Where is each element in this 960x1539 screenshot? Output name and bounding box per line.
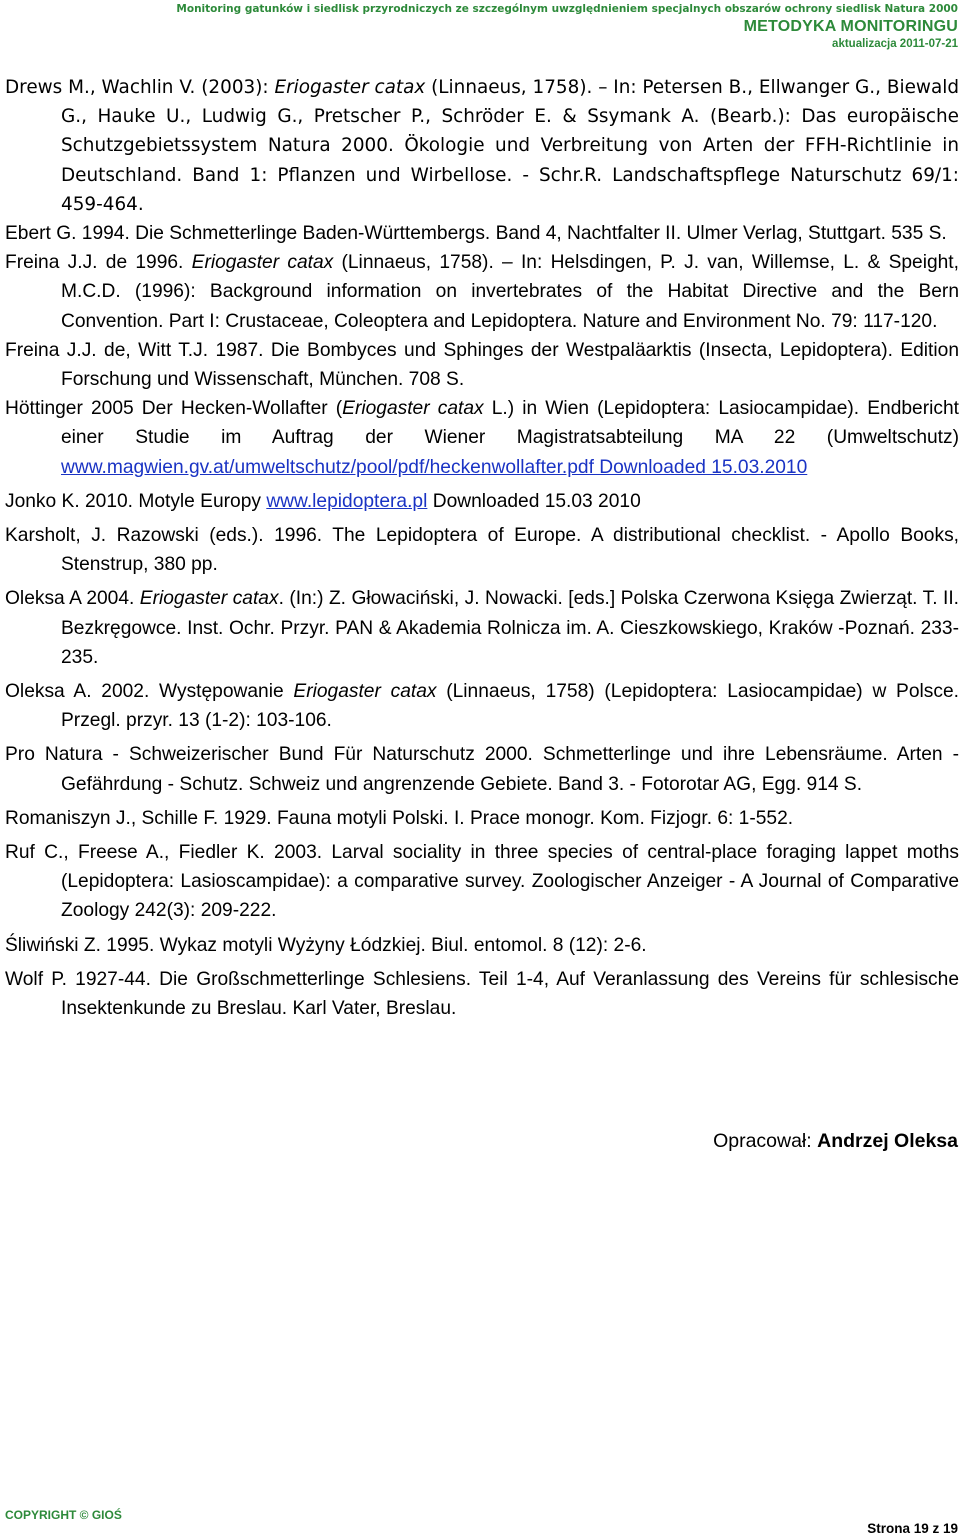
reference-hottinger: Höttinger 2005 Der Hecken-Wollafter (Eriogaster catax L.) in Wien (Lepidoptera: Lasiocampidae). Endbericht einer Studie im Auftrag der Wiener Magistratsabteilung MA 22 (Umweltschutz) www.magwien.gv.at/umweltschutz/pool/pdf/heckenwollafter.pdf Downloaded 15.03.2010 bbox=[5, 398, 959, 478]
lepidoptera-link[interactable]: www.lepidoptera.pl bbox=[266, 490, 428, 512]
header-project-title: Monitoring gatunków i siedlisk przyrodniczych ze szczególnym uwzględnieniem specjalnych obszarów ochrony siedlisk Natura 2000 bbox=[176, 3, 958, 15]
copyright-notice: COPYRIGHT © GIOŚ bbox=[5, 1508, 122, 1522]
page-header bbox=[176, 2, 958, 51]
page-number: Strona 19 z 19 bbox=[867, 1521, 958, 1536]
reference-ruf: Ruf C., Freese A., Fiedler K. 2003. Larval sociality in three species of central-place foraging lappet moths (Lepidoptera: Lasioscampidae): a comparative survey. Zoologischer Anzeiger - A Journal of Comparative Zoology 242(3): 209-222. bbox=[5, 842, 959, 922]
reference-freina-1987: Freina J.J. de, Witt T.J. 1987. Die Bombyces und Sphinges der Westpaläarktis (Insecta, Lepidoptera). Edition Forschung und Wissenschaft, München. 708 S. bbox=[5, 339, 959, 391]
reference-pro-natura: Pro Natura - Schweizerischer Bund Für Naturschutz 2000. Schmetterlinge und ihre Lebensräume. Arten - Gefährdung - Schutz. Schweiz und angrenzende Gebiete. Band 3. - Fotorotar AG, Egg. 914 S. bbox=[5, 744, 959, 795]
hottinger-link[interactable]: www.magwien.gv.at/umweltschutz/pool/pdf/heckenwollafter.pdf Downloaded 15.03.2010 bbox=[61, 456, 808, 478]
reference-list bbox=[5, 73, 959, 1023]
reference-romaniszyn: Romaniszyn J., Schille F. 1929. Fauna motyli Polski. I. Prace monogr. Kom. Fizjogr. 6: 1-552. bbox=[5, 807, 794, 829]
reference-jonko: Jonko K. 2010. Motyle Europy www.lepidoptera.pl Downloaded 15.03 2010 bbox=[5, 490, 641, 512]
author-name: Andrzej Oleksa bbox=[817, 1130, 958, 1152]
header-methodology-title: METODYKA MONITORINGU bbox=[743, 18, 958, 35]
reference-karsholt: Karsholt, J. Razowski (eds.). 1996. The Lepidoptera of Europe. A distributional checklist. - Apollo Books, Stenstrup, 380 pp. bbox=[5, 525, 959, 576]
reference-drews: Drews M., Wachlin V. (2003): Eriogaster catax (Linnaeus, 1758). – In: Petersen B., Ellwanger G., Biewald G., Hauke U., Ludwig G., Pretscher P., Schröder E. & Ssymank A. (Bearb.): Das europäische Schutzgebietssystem Natura 2000. Ökologie und Verbreitung von Arten der FFH-Richtlinie in Deutschland. Band 1: Pflanzen und Wirbellose. - Schr.R. Landschaftspflege Naturschutz 69/1: 459-464. bbox=[5, 77, 960, 215]
reference-ebert: Ebert G. 1994. Die Schmetterlinge Baden-Württembergs. Band 4, Nachtfalter II. Ulmer Verlag, Stuttgart. 535 S. bbox=[5, 223, 947, 245]
reference-freina-1996: Freina J.J. de 1996. Eriogaster catax (Linnaeus, 1758). – In: Helsdingen, P. J. van, Willemse, L. & Speight, M.C.D. (1996): Background information on invertebrates of the Habitat Directive and the Bern Convention. Part I: Crustaceae, Coleoptera and Lepidoptera. Nature and Environment No. 79: 117-120. bbox=[5, 252, 959, 332]
reference-oleksa-2004: Oleksa A 2004. Eriogaster catax. (In:) Z. Głowaciński, J. Nowacki. [eds.] Polska Czerwona Księga Zwierząt. T. II. Bezkręgowce. Inst. Ochr. Przyr. PAN & Akademia Rolnicza im. A. Cieszkowskiego, Kraków -Poznań. 233-235. bbox=[5, 588, 960, 668]
reference-sliwinski: Śliwiński Z. 1995. Wykaz motyli Wyżyny Łódzkiej. Biul. entomol. 8 (12): 2-6. bbox=[5, 934, 647, 956]
reference-wolf: Wolf P. 1927-44. Die Großschmetterlinge Schlesiens. Teil 1-4, Auf Veranlassung des Vereins für schlesische Insektenkunde zu Breslau. Karl Vater, Breslau. bbox=[5, 968, 959, 1020]
author-label: Opracował: bbox=[713, 1130, 818, 1152]
author-credit bbox=[713, 1130, 958, 1153]
reference-oleksa-2002: Oleksa A. 2002. Występowanie Eriogaster catax (Linnaeus, 1758) (Lepidoptera: Lasiocampidae) w Polsce. Przegl. przyr. 13 (1-2): 103-106. bbox=[5, 681, 959, 732]
header-update-date: aktualizacja 2011-07-21 bbox=[832, 38, 958, 50]
